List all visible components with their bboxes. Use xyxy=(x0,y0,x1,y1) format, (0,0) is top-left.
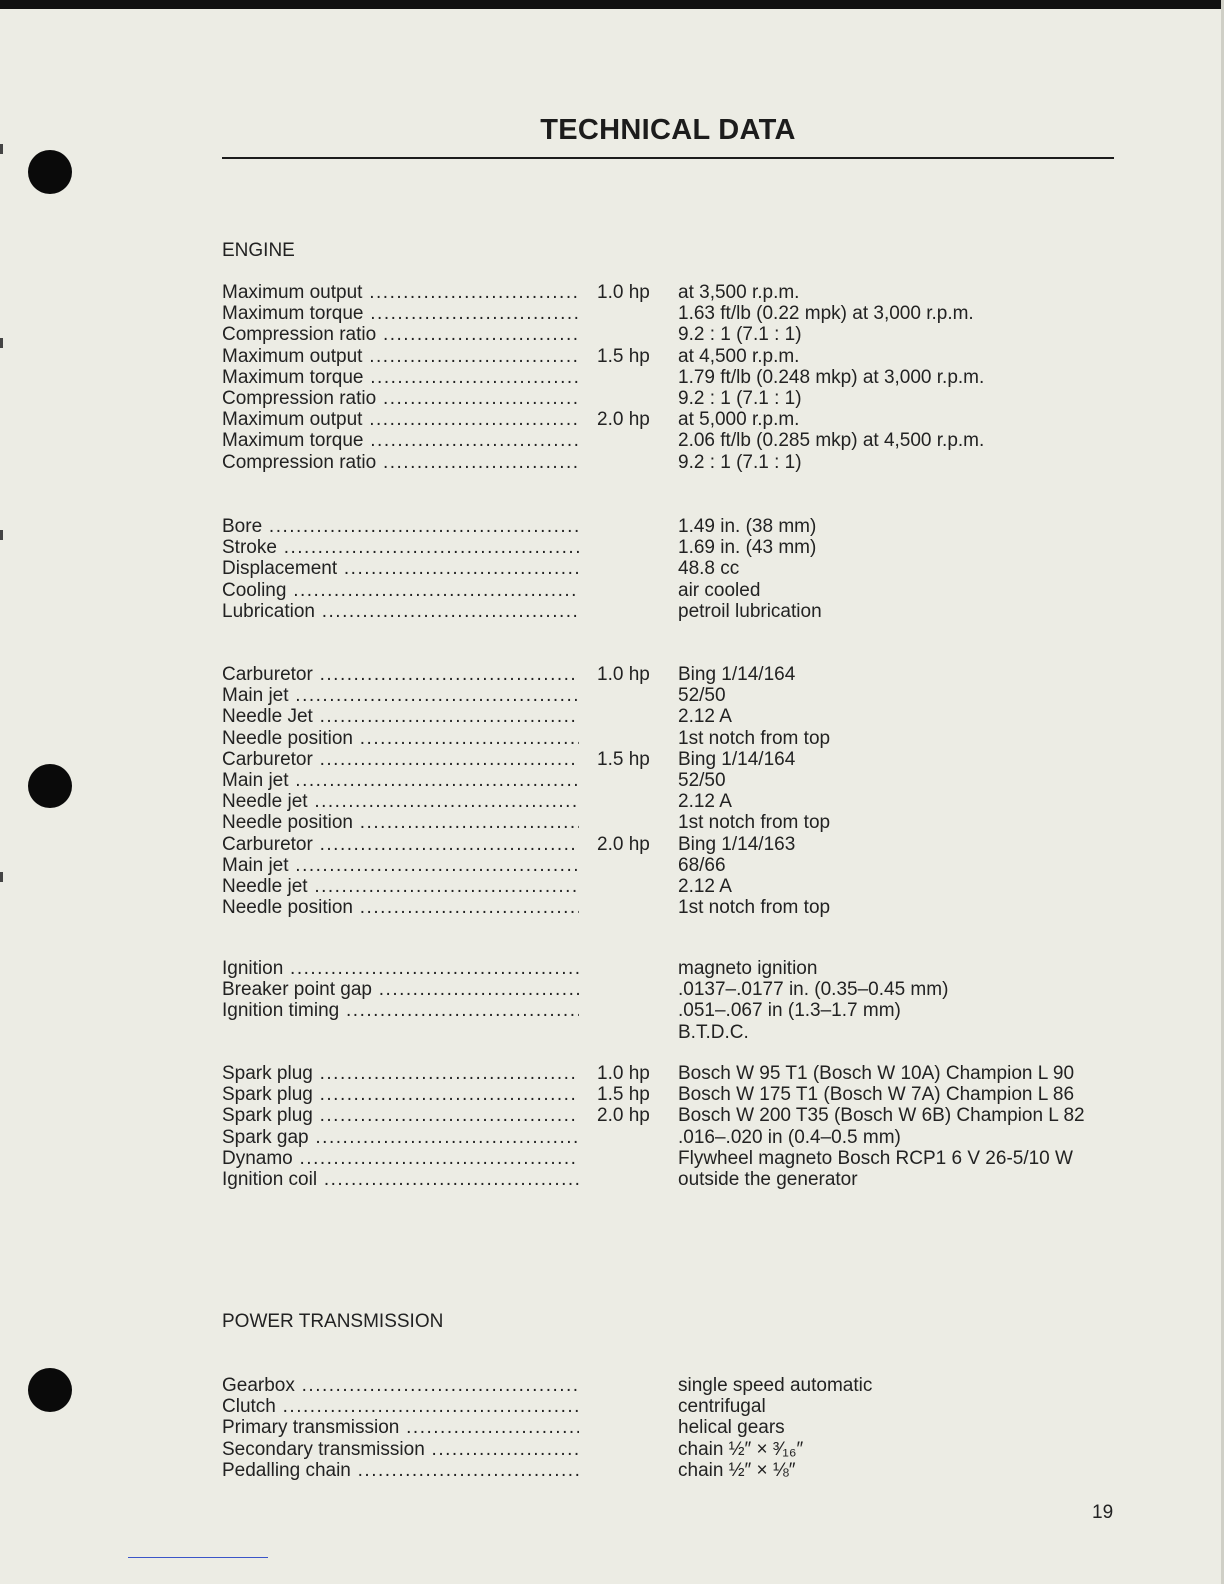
spec-value: 9.2 : 1 (7.1 : 1) xyxy=(678,451,802,473)
spec-value: 1st notch from top xyxy=(678,897,831,919)
engine-dimensions-table xyxy=(222,516,1122,622)
transmission-heading: POWER TRANSMISSION xyxy=(222,1311,444,1332)
spec-label: Carburetor ..... xyxy=(222,834,579,855)
spec-label: Maximum output ..... xyxy=(222,346,579,367)
spec-row xyxy=(222,706,1122,727)
spec-row xyxy=(222,855,1122,876)
spec-row xyxy=(222,346,1122,367)
spec-row xyxy=(222,979,1122,1000)
spec-row xyxy=(222,1148,1122,1169)
spec-label: Secondary transmission ..... xyxy=(222,1439,579,1460)
ignition-table xyxy=(222,958,1122,1043)
spec-row xyxy=(222,1022,1122,1043)
spec-label: Stroke ..... xyxy=(222,537,579,558)
spec-hp: 2.0 hp xyxy=(597,1105,650,1127)
spec-label: Cooling ..... xyxy=(222,580,579,601)
spec-label: Breaker point gap ..... xyxy=(222,979,579,1000)
spec-label: Main jet ..... xyxy=(222,685,579,706)
title-rule xyxy=(222,157,1114,159)
spec-value: Bosch W 175 T1 (Bosch W 7A) Champion L 86 xyxy=(678,1084,1075,1106)
spec-row xyxy=(222,1105,1122,1126)
spec-value: 1.63 ft/lb (0.22 mpk) at 3,000 r.p.m. xyxy=(678,303,974,325)
spec-value: .051–.067 in (1.3–1.7 mm) xyxy=(678,1000,901,1022)
spec-row xyxy=(222,452,1122,473)
spec-row xyxy=(222,580,1122,601)
spec-hp: 1.5 hp xyxy=(597,345,650,367)
edge-mark xyxy=(0,872,3,882)
edge-mark xyxy=(0,338,3,348)
binder-hole xyxy=(28,150,72,194)
spec-value: Bing 1/14/164 xyxy=(678,664,796,685)
engine-performance-table xyxy=(222,282,1122,473)
spec-label: Main jet ..... xyxy=(222,855,579,876)
spec-label: Needle jet ..... xyxy=(222,876,579,897)
spec-row xyxy=(222,558,1122,579)
spec-value: petroil lubrication xyxy=(678,600,822,622)
spec-row xyxy=(222,282,1122,303)
spec-label: Needle position ..... xyxy=(222,897,579,918)
spec-row xyxy=(222,1396,1122,1417)
page-title: TECHNICAL DATA xyxy=(540,114,796,146)
spec-value: 1st notch from top xyxy=(678,812,831,834)
spec-row xyxy=(222,958,1122,979)
spec-value: B.T.D.C. xyxy=(678,1021,749,1043)
spec-row xyxy=(222,897,1122,918)
spec-hp: 2.0 hp xyxy=(597,409,650,431)
spec-row xyxy=(222,834,1122,855)
spec-value: 1.69 in. (43 mm) xyxy=(678,537,817,559)
spec-value: .0137–.0177 in. (0.35–0.45 mm) xyxy=(678,979,949,1001)
spec-row xyxy=(222,303,1122,324)
spec-hp: 1.5 hp xyxy=(597,1084,650,1106)
electrical-table xyxy=(222,1063,1122,1190)
spec-row xyxy=(222,601,1122,622)
spec-row xyxy=(222,1439,1122,1460)
spec-label: Carburetor ..... xyxy=(222,664,579,685)
spec-label: Spark plug ..... xyxy=(222,1105,579,1126)
spec-row xyxy=(222,1417,1122,1438)
spec-hp: 1.0 hp xyxy=(597,1063,650,1084)
spec-value: 52/50 xyxy=(678,769,726,791)
spec-label: Displacement ..... xyxy=(222,558,579,579)
spec-label: Compression ratio ..... xyxy=(222,452,579,473)
spec-value: 9.2 : 1 (7.1 : 1) xyxy=(678,387,802,409)
spec-label: Primary transmission ..... xyxy=(222,1417,579,1438)
spec-value: 1st notch from top xyxy=(678,727,831,749)
spec-value: 2.12 A xyxy=(678,706,732,728)
spec-value: .016–.020 in (0.4–0.5 mm) xyxy=(678,1126,901,1148)
spec-row xyxy=(222,728,1122,749)
spec-label: Maximum output ..... xyxy=(222,409,579,430)
spec-hp: 1.5 hp xyxy=(597,748,650,770)
spec-label: Ignition ..... xyxy=(222,958,579,979)
spec-value: at 3,500 r.p.m. xyxy=(678,282,800,303)
spec-value: Bing 1/14/164 xyxy=(678,748,796,770)
spec-label: Spark plug ..... xyxy=(222,1063,579,1084)
spec-row xyxy=(222,367,1122,388)
binder-hole xyxy=(28,1368,72,1412)
spec-label: Lubrication ..... xyxy=(222,601,579,622)
scan-bottom-mark xyxy=(128,1557,268,1558)
spec-row xyxy=(222,1000,1122,1021)
spec-label: Ignition coil ..... xyxy=(222,1169,579,1190)
spec-value: Bosch W 200 T35 (Bosch W 6B) Champion L 82 xyxy=(678,1105,1085,1127)
spec-value: centrifugal xyxy=(678,1396,766,1418)
spec-label: Needle position ..... xyxy=(222,728,579,749)
spec-row xyxy=(222,1460,1122,1481)
scan-top-edge xyxy=(0,0,1224,9)
spec-hp: 1.0 hp xyxy=(597,282,650,303)
spec-label: Spark gap ..... xyxy=(222,1127,579,1148)
spec-label: Carburetor ..... xyxy=(222,749,579,770)
spec-label: Gearbox ..... xyxy=(222,1375,579,1396)
spec-value: 2.12 A xyxy=(678,875,732,897)
spec-label: Main jet ..... xyxy=(222,770,579,791)
spec-value: 52/50 xyxy=(678,685,726,707)
spec-row xyxy=(222,791,1122,812)
spec-value: helical gears xyxy=(678,1417,785,1439)
spec-row xyxy=(222,1375,1122,1396)
spec-label: Needle jet ..... xyxy=(222,791,579,812)
spec-hp: 1.0 hp xyxy=(597,664,650,685)
spec-value: 1.49 in. (38 mm) xyxy=(678,516,817,537)
spec-label: Maximum torque ..... xyxy=(222,303,579,324)
spec-label: Compression ratio ..... xyxy=(222,324,579,345)
spec-row xyxy=(222,1169,1122,1190)
page-number: 19 xyxy=(1092,1502,1114,1523)
edge-mark xyxy=(0,144,3,154)
spec-value: at 5,000 r.p.m. xyxy=(678,409,800,431)
spec-value: single speed automatic xyxy=(678,1375,873,1396)
spec-label: Needle Jet ..... xyxy=(222,706,579,727)
edge-mark xyxy=(0,530,3,540)
spec-row xyxy=(222,430,1122,451)
spec-hp: 2.0 hp xyxy=(597,833,650,855)
spec-row xyxy=(222,1063,1122,1084)
spec-row xyxy=(222,516,1122,537)
spec-row xyxy=(222,324,1122,345)
spec-value: air cooled xyxy=(678,579,761,601)
spec-label: Pedalling chain ..... xyxy=(222,1460,579,1481)
spec-row xyxy=(222,876,1122,897)
spec-label: Spark plug ..... xyxy=(222,1084,579,1105)
spec-label: Compression ratio ..... xyxy=(222,388,579,409)
spec-label: Maximum torque ..... xyxy=(222,430,579,451)
spec-label: Maximum output ..... xyxy=(222,282,579,303)
spec-value: 2.12 A xyxy=(678,791,732,813)
spec-value: Bosch W 95 T1 (Bosch W 10A) Champion L 90 xyxy=(678,1063,1075,1084)
spec-label: Needle position ..... xyxy=(222,812,579,833)
spec-row xyxy=(222,1127,1122,1148)
spec-value: magneto ignition xyxy=(678,958,818,979)
spec-row xyxy=(222,770,1122,791)
spec-value: Flywheel magneto Bosch RCP1 6 V 26-5/10 W xyxy=(678,1147,1073,1169)
spec-row xyxy=(222,388,1122,409)
spec-value: outside the generator xyxy=(678,1168,858,1190)
spec-value: 2.06 ft/lb (0.285 mkp) at 4,500 r.p.m. xyxy=(678,430,985,452)
engine-heading: ENGINE xyxy=(222,240,295,261)
spec-value: 9.2 : 1 (7.1 : 1) xyxy=(678,324,802,346)
spec-row xyxy=(222,749,1122,770)
spec-label: Bore ..... xyxy=(222,516,579,537)
spec-label: Maximum torque ..... xyxy=(222,367,579,388)
spec-value: 68/66 xyxy=(678,854,726,876)
spec-label: Clutch ..... xyxy=(222,1396,579,1417)
spec-value: chain ½″ × ⅛″ xyxy=(678,1459,796,1481)
spec-row xyxy=(222,537,1122,558)
spec-row xyxy=(222,812,1122,833)
spec-label: Dynamo ..... xyxy=(222,1148,579,1169)
spec-row xyxy=(222,409,1122,430)
spec-row xyxy=(222,1084,1122,1105)
spec-value: 48.8 cc xyxy=(678,558,740,580)
carburetion-table xyxy=(222,664,1122,918)
spec-label: Ignition timing ..... xyxy=(222,1000,579,1021)
spec-value: Bing 1/14/163 xyxy=(678,833,796,855)
spec-value: 1.79 ft/lb (0.248 mkp) at 3,000 r.p.m. xyxy=(678,366,985,388)
spec-row xyxy=(222,664,1122,685)
spec-row xyxy=(222,685,1122,706)
spec-value: chain ½″ × ³⁄₁₆″ xyxy=(678,1438,804,1460)
binder-hole xyxy=(28,764,72,808)
spec-value: at 4,500 r.p.m. xyxy=(678,345,800,367)
transmission-table xyxy=(222,1375,1122,1481)
